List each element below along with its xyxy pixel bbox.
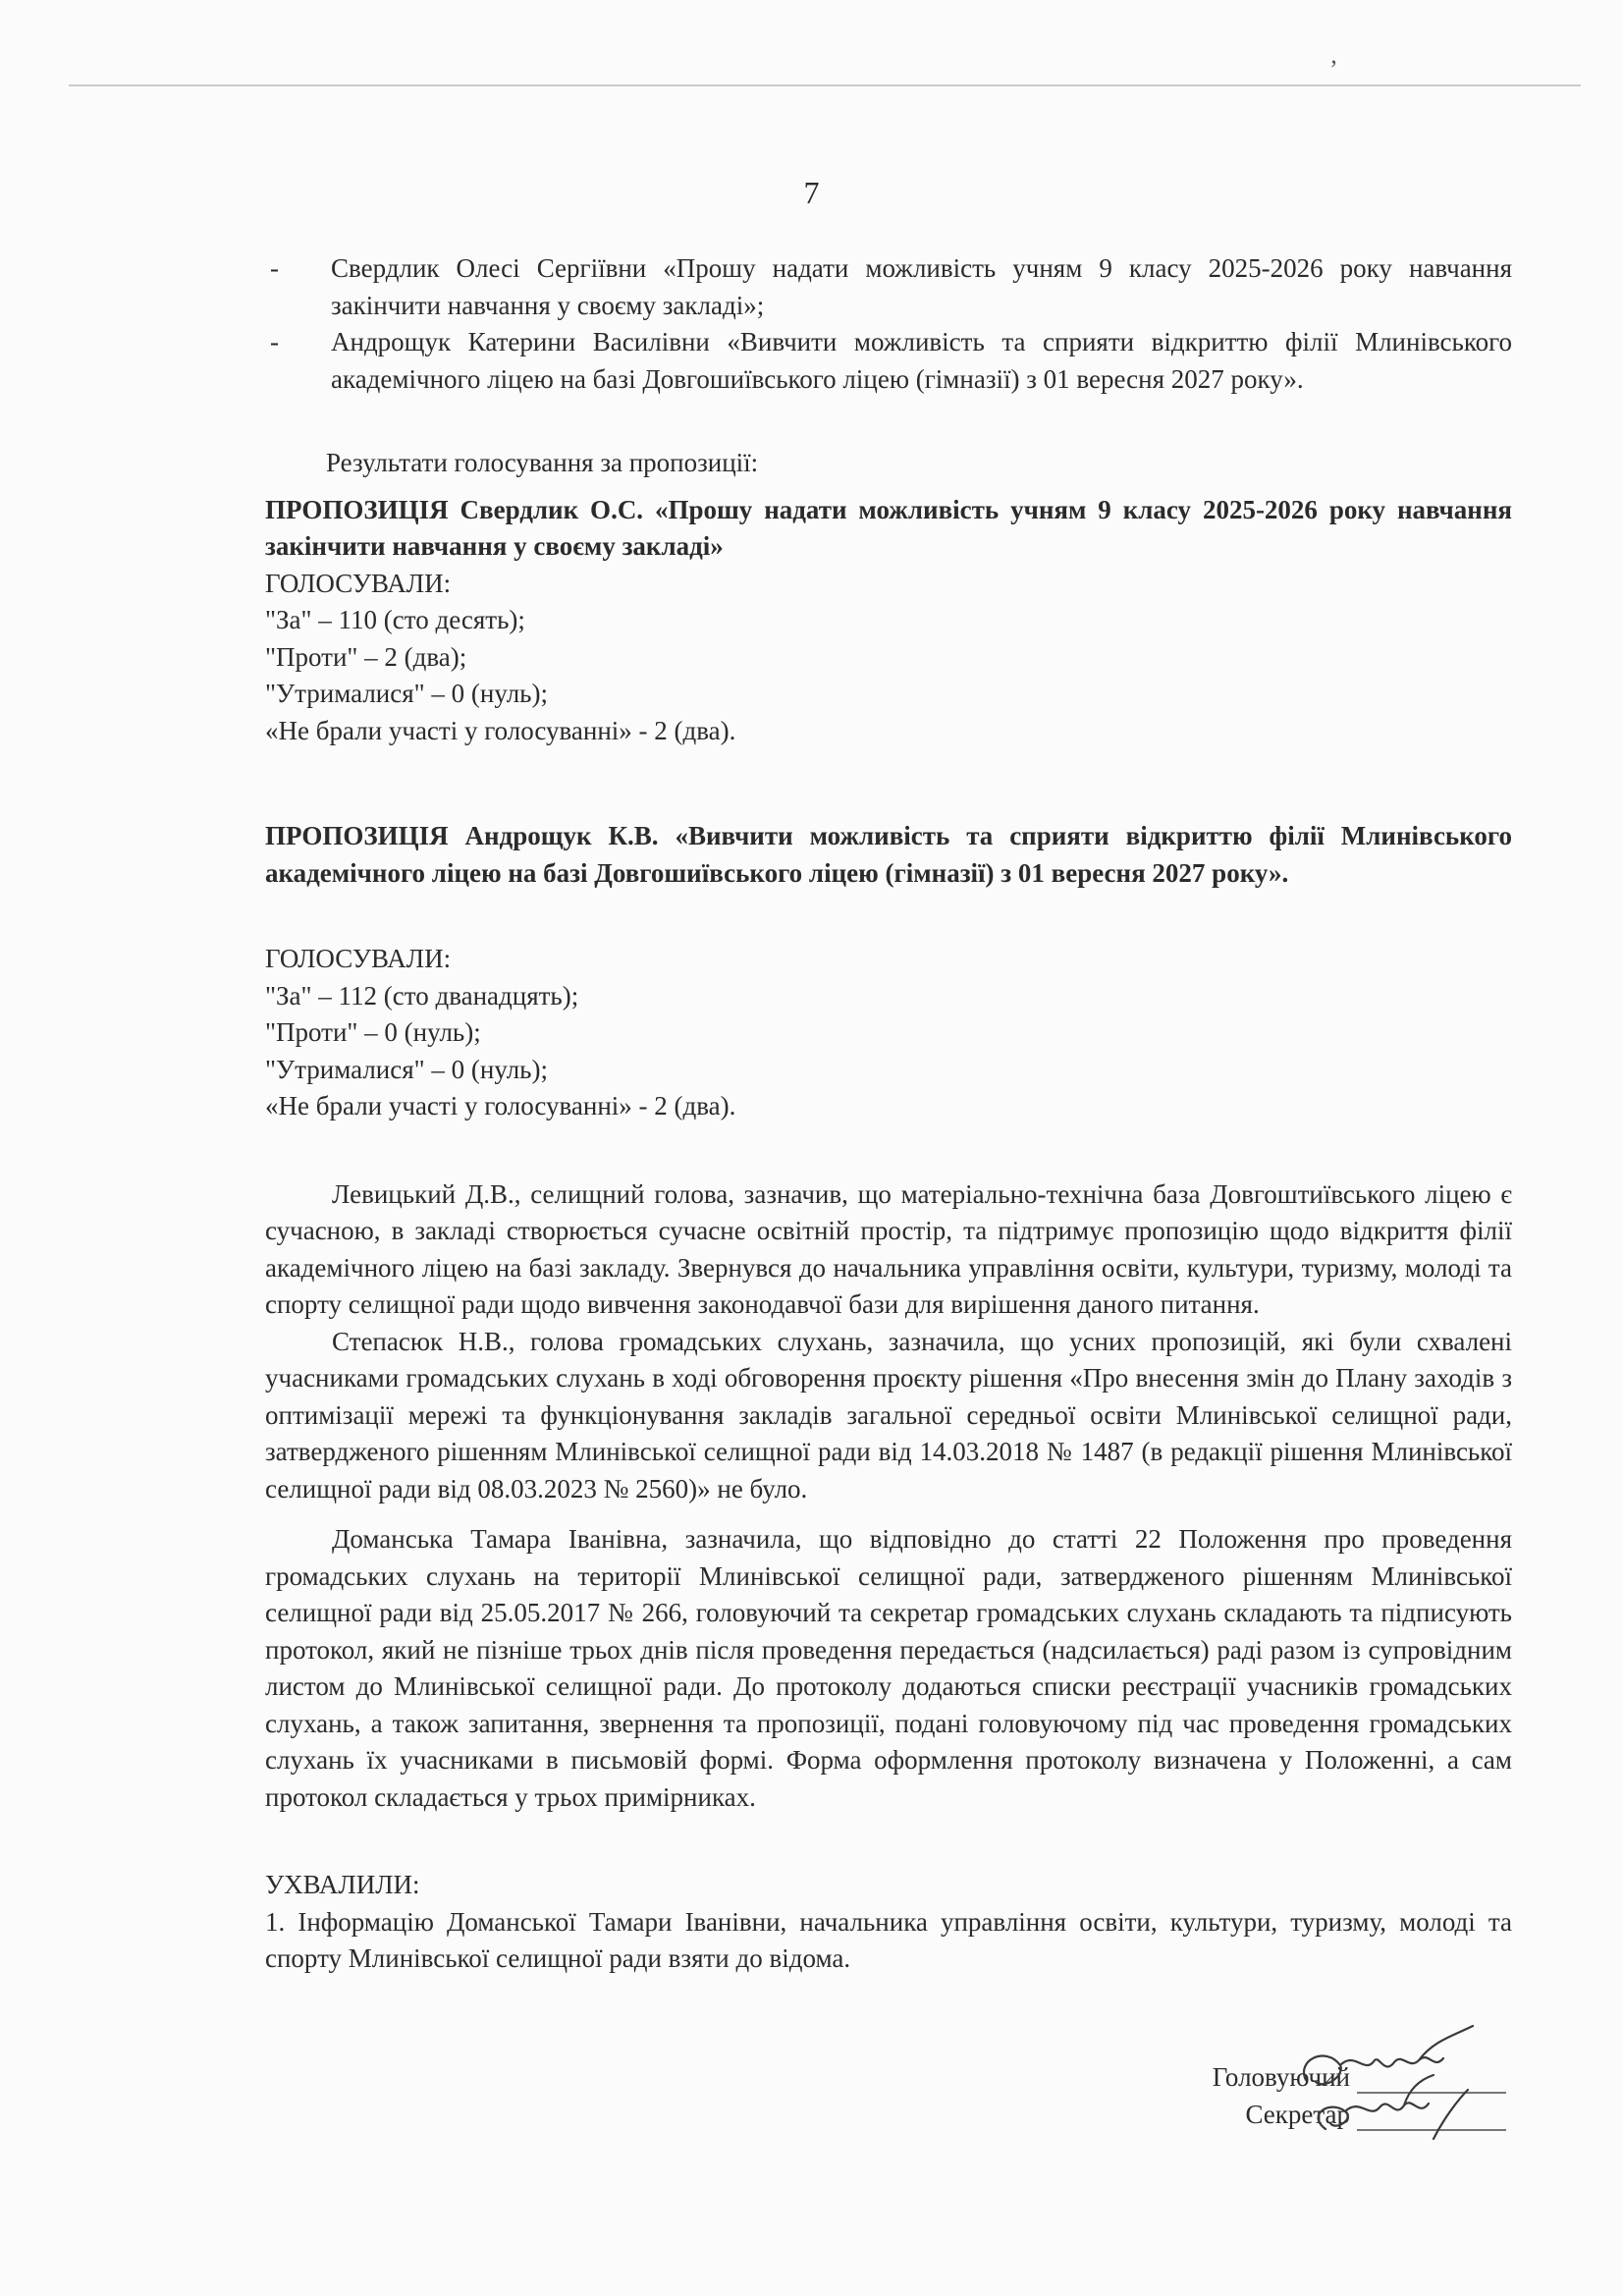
vote-against-2: "Проти" – 0 (нуль); xyxy=(265,1017,481,1047)
voted-heading-1: ГОЛОСУВАЛИ: xyxy=(265,568,452,598)
list-item: - Свердлик Олесі Сергіївни «Прошу надати можливість учням 9 класу 2025-2026 року навчання закінчити навчання у своєму закладі»; xyxy=(331,250,1512,324)
proposal-title-1: ПРОПОЗИЦІЯ Свердлик О.С. «Прошу надати можливість учням 9 класу 2025-2026 року навчання закінчити навчання у своєму закладі» xyxy=(265,494,1512,561)
handwritten-signatures xyxy=(1286,2021,1542,2149)
secretary-signature-icon xyxy=(1319,2075,1468,2139)
results-intro: Результати голосування за пропозиції: xyxy=(326,448,759,477)
document-body xyxy=(265,250,1512,1978)
voted-heading-2: ГОЛОСУВАЛИ: xyxy=(265,944,452,973)
vote-abstained-2: "Утрималися" – 0 (нуль); xyxy=(265,1054,548,1084)
paragraph-levytskyi: Левицький Д.В., селищний голова, зазначив, що матеріально-технічна база Довгоштиївського ліцею є сучасною, в закладі створюється сучасне освітній простір, та підтримує пропозицію щодо відкриття філії академічного ліцею на базі закладу. Звернувся до начальника управління освіти, культури, туризму, молоді та спорту селищної ради щодо вивчення законодавчої бази для вирішення даного питання. xyxy=(265,1178,1512,1319)
paragraph-stepasiuk: Степасюк Н.В., голова громадських слухань, зазначила, що усних пропозицій, які були схвалені учасниками громадських слухань в ході обговорення проєкту рішення «Про внесення змін до Плану заходів з оптимізації мережі та функціонування закладів загальної середньої освіти Млинівської селищної ради, затвердженого рішенням Млинівської селищної ради від 14.03.2018 № 1487 (в редакції рішення Млинівської селищної ради від 08.03.2023 № 2560)» не було. xyxy=(265,1326,1512,1503)
resolved-item: 1. Інформацію Доманської Тамари Іванівни, начальника управління освіти, культури, туризму, молоді та спорту Млинівської селищної ради взяти до відома. xyxy=(265,1906,1512,1973)
paragraph-domanska: Доманська Тамара Іванівна, зазначила, що відповідно до статті 22 Положення про проведення громадських слухань на території Млинівської селищної ради, затвердженого рішенням Млинівської селищної ради від 25.05.2017 № 266, головуючий та секретар громадських слухань складають та підписують протокол, який не пізніше трьох днів після проведення передається (надсилається) раді разом із супровідним листом до Млинівської селищної ради. До протоколу додаються списки реєстрації учасників громадських слухань, а також запитання, звернення та пропозиції, подані головуючому під час проведення громадських слухань їх учасниками в письмовій формі. Форма оформлення протоколу визначена у Положенні, а сам протокол складається у трьох примірниках. xyxy=(265,1524,1512,1812)
page-number: 7 xyxy=(803,175,820,210)
chair-signature-icon xyxy=(1304,2026,1473,2084)
resolved-heading: УХВАЛИЛИ: xyxy=(265,1870,420,1899)
vote-not-participated-2: «Не брали участі у голосуванні» - 2 (два). xyxy=(265,1091,736,1121)
scan-top-rule xyxy=(69,84,1581,86)
proposal-title-2: ПРОПОЗИЦІЯ Андрощук К.В. «Вивчити можливість та сприяти відкриттю філії Млинівського академічного ліцею на базі Довгошиївського ліцею (гімназії) з 01 вересня 2027 року». xyxy=(265,821,1512,888)
vote-against-1: "Проти" – 2 (два); xyxy=(265,641,467,672)
chair-label: Головуючий xyxy=(1212,2062,1350,2092)
vote-not-participated-1: «Не брали участі у голосуванні» - 2 (два). xyxy=(265,715,736,745)
scan-mark: ’ xyxy=(1329,55,1338,83)
vote-abstained-1: "Утрималися" – 0 (нуль); xyxy=(265,679,548,708)
list-item: - Андрощук Катерини Василівни «Вивчити можливість та сприяти відкриттю філії Млинівського академічного ліцею на базі Довгошиївського ліцею (гімназії) з 01 вересня 2027 року». xyxy=(331,324,1512,398)
secretary-label: Секретар xyxy=(1245,2100,1350,2129)
vote-for-1: "За" – 110 (сто десять); xyxy=(265,605,525,634)
vote-for-2: "За" – 112 (сто дванадцять); xyxy=(265,980,579,1011)
proposal-list xyxy=(331,250,1512,398)
